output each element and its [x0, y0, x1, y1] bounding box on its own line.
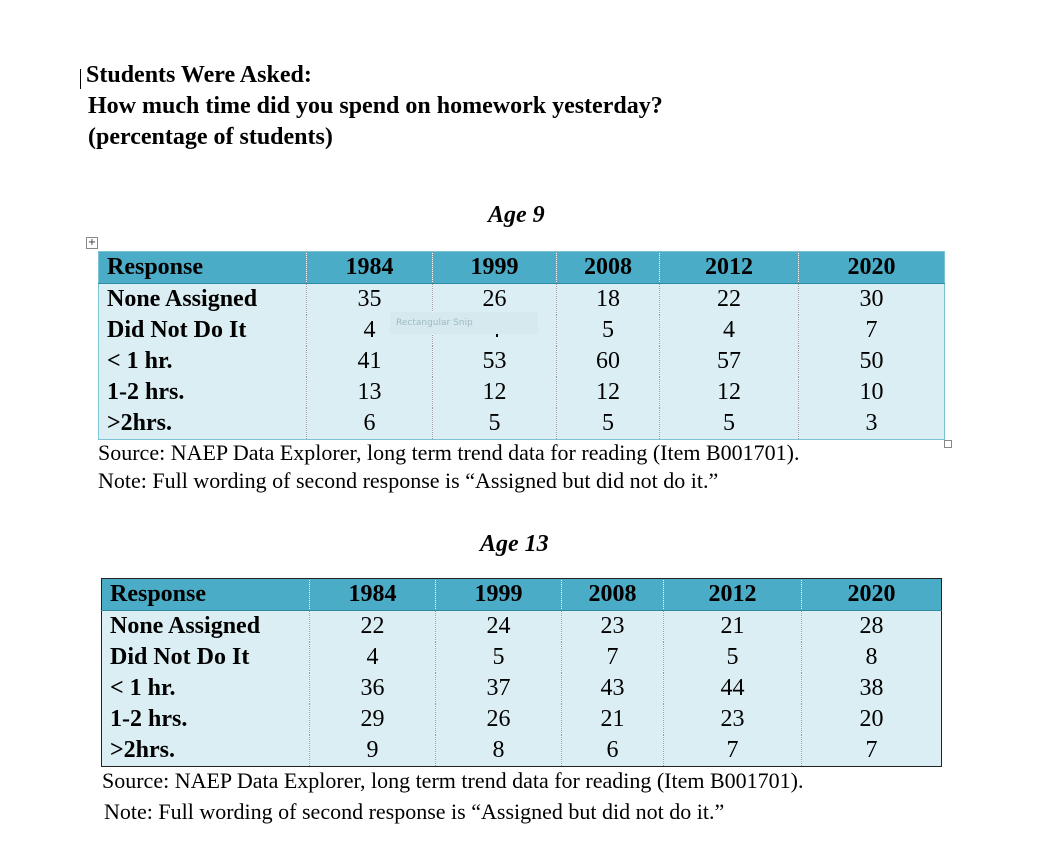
table-title-age-13: Age 13 [480, 531, 549, 557]
table-cell: 21 [664, 611, 802, 643]
heading-line-1: Students Were Asked: [86, 62, 312, 88]
row-label: >2hrs. [99, 408, 307, 440]
table-cell: 50 [799, 346, 945, 377]
column-header: 1984 [310, 579, 436, 611]
column-header: 1999 [433, 252, 557, 284]
table-header-row [102, 579, 942, 611]
table-cell: 57 [660, 346, 799, 377]
table-row [102, 611, 942, 643]
table-cell: 8 [436, 735, 562, 767]
table-row [102, 642, 942, 673]
snip-overlay-label: Rectangular Snip [390, 312, 538, 334]
table-cell: 7 [799, 315, 945, 346]
row-label: None Assigned [99, 284, 307, 316]
wording-note-age-9: Note: Full wording of second response is “Assigned but did not do it.” [98, 468, 719, 493]
heading-question: How much time did you spend on homework yesterday? [88, 93, 663, 119]
heading-units: (percentage of students) [88, 124, 333, 150]
table-row [99, 408, 945, 440]
column-header: 1984 [307, 252, 433, 284]
table-cell: 41 [307, 346, 433, 377]
table-cell: 5 [664, 642, 802, 673]
table-cell: 5 [433, 408, 557, 440]
column-header: 2012 [660, 252, 799, 284]
table-cell: 5 [660, 408, 799, 440]
table-cell: 7 [562, 642, 664, 673]
table-cell: 4 [310, 642, 436, 673]
table-cell: 29 [310, 704, 436, 735]
table-cell: 9 [310, 735, 436, 767]
table-cell: 6 [307, 408, 433, 440]
table-cell: 23 [562, 611, 664, 643]
table-cell: 4 [660, 315, 799, 346]
column-header: 1999 [436, 579, 562, 611]
table-cell: 21 [562, 704, 664, 735]
table-cell: 37 [436, 673, 562, 704]
age-9-table [98, 251, 945, 440]
table-cell: 6 [562, 735, 664, 767]
table-cell: 7 [802, 735, 942, 767]
table-cell: 38 [802, 673, 942, 704]
table-cell: 35 [307, 284, 433, 316]
table-cell: 13 [307, 377, 433, 408]
age-13-table [101, 578, 942, 767]
table-cell: 5 [557, 408, 660, 440]
row-label: Did Not Do It [102, 642, 310, 673]
table-row [102, 735, 942, 767]
table-cell: 10 [799, 377, 945, 408]
row-label: 1-2 hrs. [102, 704, 310, 735]
row-label: 1-2 hrs. [99, 377, 307, 408]
table-cell: 7 [664, 735, 802, 767]
table-cell: 28 [802, 611, 942, 643]
table-cell: 24 [436, 611, 562, 643]
table-cell: 60 [557, 346, 660, 377]
row-label: None Assigned [102, 611, 310, 643]
table-cell: 26 [433, 284, 557, 316]
column-header: 2020 [802, 579, 942, 611]
column-header: 2008 [562, 579, 664, 611]
table-cell: 5 [557, 315, 660, 346]
table-cell: 20 [802, 704, 942, 735]
source-note-age-13: Source: NAEP Data Explorer, long term trend data for reading (Item B001701). [102, 768, 804, 793]
source-note-age-9: Source: NAEP Data Explorer, long term trend data for reading (Item B001701). [98, 440, 800, 465]
table-row [102, 673, 942, 704]
table-cell: 30 [799, 284, 945, 316]
table-cell: 26 [436, 704, 562, 735]
table-cell: 5 [436, 642, 562, 673]
table-cell: 23 [664, 704, 802, 735]
table-resize-handle-icon[interactable] [944, 440, 952, 448]
column-header: 2020 [799, 252, 945, 284]
wording-note-age-13: Note: Full wording of second response is “Assigned but did not do it.” [104, 799, 725, 824]
table-cell: 8 [802, 642, 942, 673]
table-cell: 36 [310, 673, 436, 704]
column-header: Response [102, 579, 310, 611]
row-label: < 1 hr. [102, 673, 310, 704]
row-label: >2hrs. [102, 735, 310, 767]
table-cell: 22 [310, 611, 436, 643]
table-cell: 4 [307, 315, 433, 346]
table-cell: 44 [664, 673, 802, 704]
table-move-handle-icon[interactable]: + [87, 237, 97, 248]
table-title-age-9: Age 9 [488, 202, 545, 228]
table-cell: 22 [660, 284, 799, 316]
table-cell: 12 [433, 377, 557, 408]
column-header: 2008 [557, 252, 660, 284]
text-cursor [80, 69, 81, 89]
table-cell: 3 [799, 408, 945, 440]
table-header-row [99, 252, 945, 284]
table-row [99, 377, 945, 408]
table-cell: 53 [433, 346, 557, 377]
table-cell: 12 [557, 377, 660, 408]
table-cell: 12 [660, 377, 799, 408]
table-row [102, 704, 942, 735]
column-header: Response [99, 252, 307, 284]
column-header: 2012 [664, 579, 802, 611]
row-label: < 1 hr. [99, 346, 307, 377]
table-cell: 43 [562, 673, 664, 704]
table-row [99, 284, 945, 316]
row-label: Did Not Do It [99, 315, 307, 346]
table-cell: 18 [557, 284, 660, 316]
table-row [99, 346, 945, 377]
